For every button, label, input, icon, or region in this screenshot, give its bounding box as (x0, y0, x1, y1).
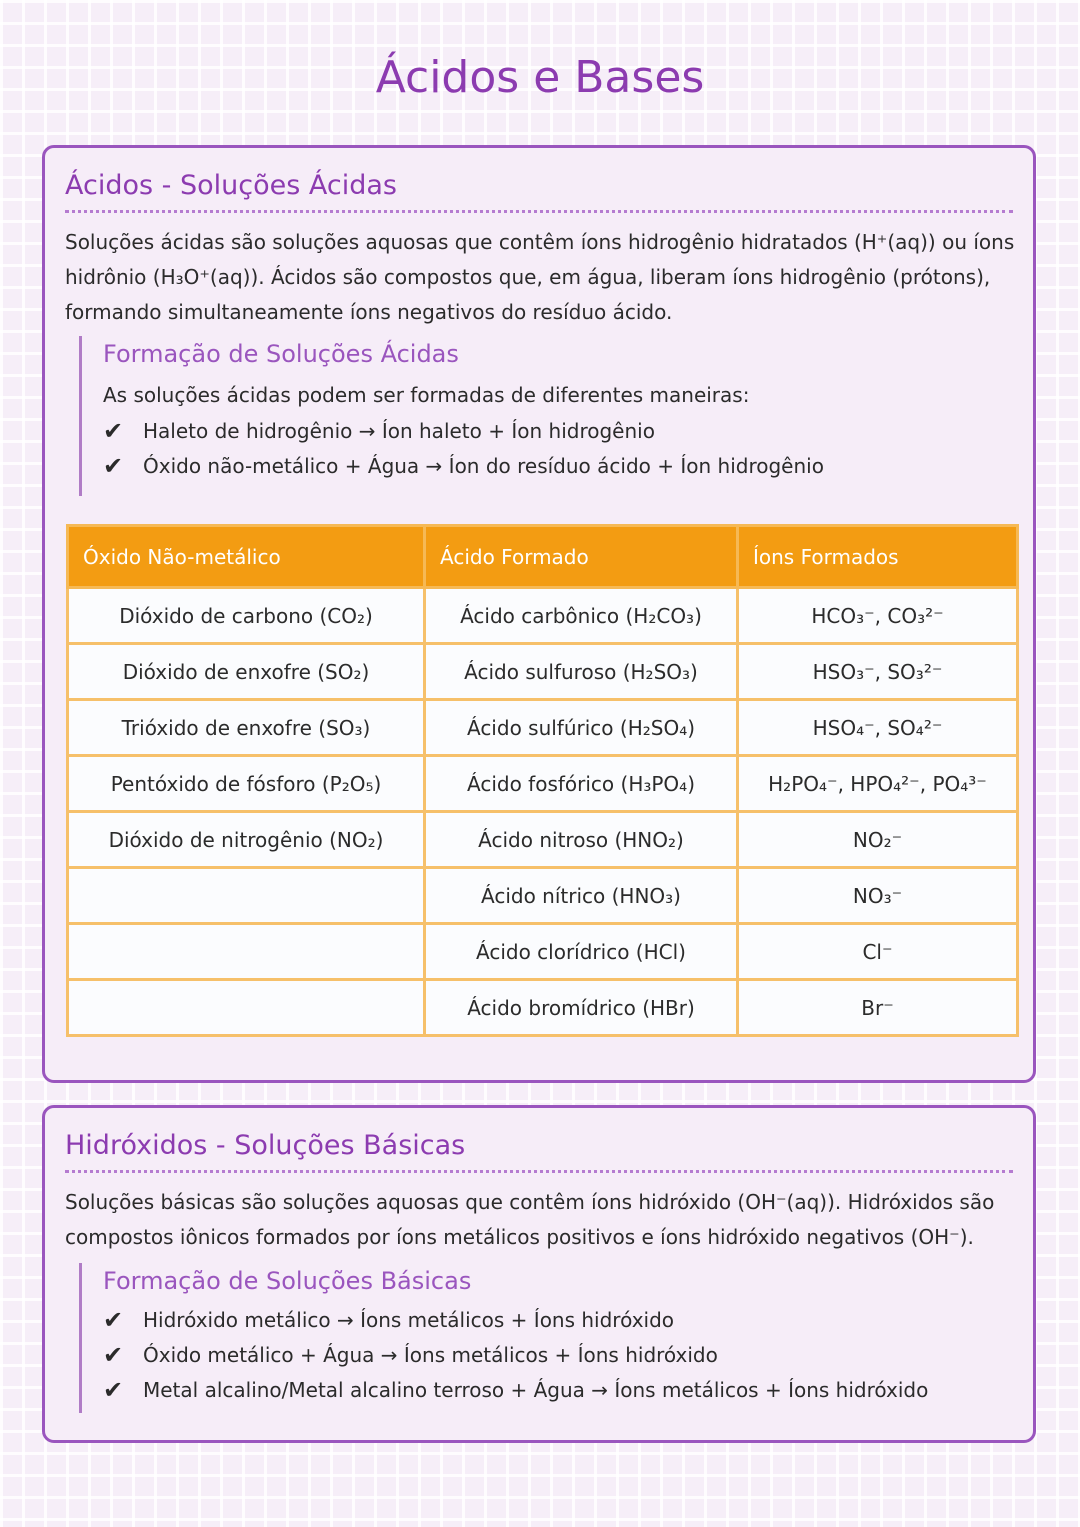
table-header-ions: Íons Formados (738, 526, 1018, 588)
check-icon: ✔ (103, 1306, 124, 1334)
table-header-row (68, 526, 1018, 588)
bases-formation-title: Formação de Soluções Básicas (103, 1267, 472, 1295)
list-item: ✔ Metal alcalino/Metal alcalino terroso + Água → Íons metálicos + Íons hidróxido (103, 1373, 1003, 1408)
bases-card (42, 1105, 1036, 1443)
bases-formation-block (79, 1263, 1003, 1413)
acids-formation-intro: As soluções ácidas podem ser formadas de diferentes maneiras: (103, 383, 750, 407)
check-icon: ✔ (103, 1376, 124, 1404)
bases-section-title: Hidróxidos - Soluções Básicas (65, 1130, 466, 1161)
check-icon: ✔ (103, 452, 124, 480)
table-header-acid: Ácido Formado (425, 526, 738, 588)
list-item: ✔ Hidróxido metálico → Íons metálicos + Íons hidróxido (103, 1303, 1003, 1338)
table-row: Pentóxido de fósforo (P₂O₅) Ácido fosfórico (H₃PO₄) H₂PO₄⁻, HPO₄²⁻, PO₄³⁻ (68, 756, 1018, 812)
acids-divider (65, 210, 1013, 213)
table-row: Dióxido de enxofre (SO₂) Ácido sulfuroso (H₂SO₃) HSO₃⁻, SO₃²⁻ (68, 644, 1018, 700)
acids-intro: Soluções ácidas são soluções aquosas que contêm íons hidrogênio hidratados (H⁺(aq)) ou íons hidrônio (H₃O⁺(aq)). Ácidos são compostos que, em água, liberam íons hidrogênio (prótons), formando simultaneamente íons negativos do resíduo ácido. (65, 230, 1015, 324)
list-item: ✔ Haleto de hidrogênio → Íon haleto + Íon hidrogênio (103, 414, 1003, 449)
table-row: Ácido nítrico (HNO₃) NO₃⁻ (68, 868, 1018, 924)
list-item: ✔ Óxido não-metálico + Água → Íon do resíduo ácido + Íon hidrogênio (103, 449, 1003, 484)
check-icon: ✔ (103, 417, 124, 445)
acids-card (42, 145, 1036, 1083)
acids-section-title: Ácidos - Soluções Ácidas (65, 170, 397, 201)
acids-formation-title: Formação de Soluções Ácidas (103, 340, 459, 368)
bases-intro: Soluções básicas são soluções aquosas que contêm íons hidróxido (OH⁻(aq)). Hidróxidos são compostos iônicos formados por íons metálicos positivos e íons hidróxido negativos (OH⁻). (65, 1190, 995, 1249)
table-header-oxide: Óxido Não-metálico (68, 526, 425, 588)
table-row: Ácido bromídrico (HBr) Br⁻ (68, 980, 1018, 1036)
table-row: Dióxido de carbono (CO₂) Ácido carbônico (H₂CO₃) HCO₃⁻, CO₃²⁻ (68, 588, 1018, 644)
oxides-table (66, 524, 1019, 1037)
acids-formation-list (103, 414, 1003, 484)
page-title: Ácidos e Bases (375, 52, 705, 103)
table-row: Trióxido de enxofre (SO₃) Ácido sulfúrico (H₂SO₄) HSO₄⁻, SO₄²⁻ (68, 700, 1018, 756)
check-icon: ✔ (103, 1341, 124, 1369)
bases-formation-list (103, 1303, 1003, 1408)
bases-divider (65, 1170, 1013, 1173)
table-row: Ácido clorídrico (HCl) Cl⁻ (68, 924, 1018, 980)
acids-formation-block (79, 336, 1003, 496)
list-item: ✔ Óxido metálico + Água → Íons metálicos + Íons hidróxido (103, 1338, 1003, 1373)
table-row: Dióxido de nitrogênio (NO₂) Ácido nitroso (HNO₂) NO₂⁻ (68, 812, 1018, 868)
